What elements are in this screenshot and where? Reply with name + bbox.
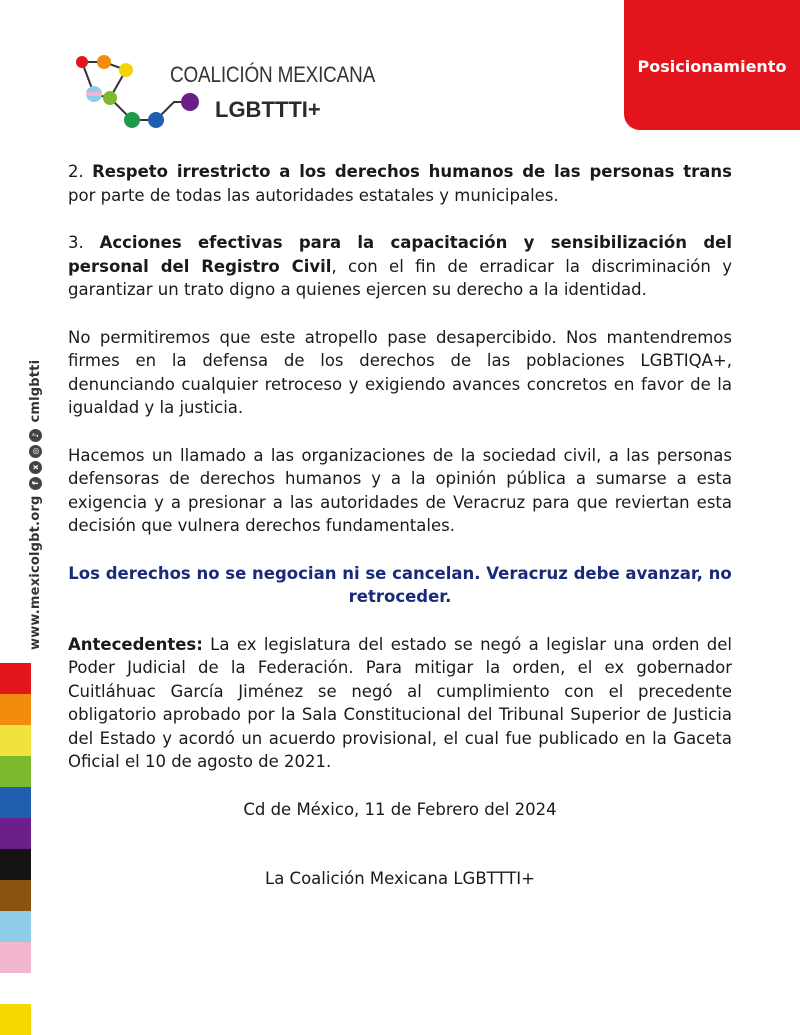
rainbow-stripe (0, 818, 31, 849)
document-body (68, 160, 732, 915)
org-name-line2: LGBTTTI+ (215, 97, 321, 122)
document-signature: La Coalición Mexicana LGBTTTI+ (265, 869, 535, 888)
org-name-line1: COALICIÓN MEXICANA (170, 62, 376, 87)
rainbow-stripes (0, 663, 31, 1035)
instagram-icon[interactable]: ◎ (29, 445, 42, 458)
rainbow-stripe (0, 756, 31, 787)
org-logo (70, 50, 376, 140)
category-badge (624, 0, 800, 130)
rainbow-stripe (0, 973, 31, 1004)
rainbow-stripe (0, 880, 31, 911)
paragraph-commitment: No permitiremos que este atropello pase desapercibido. Nos mantendremos firmes en la defensa de los derechos de las poblaciones LGBTIQA+, denunciando cualquier retroceso y exigiendo avances concretos en favor de la igualdad y la justicia. (68, 327, 732, 417)
facebook-icon[interactable]: f (29, 477, 42, 490)
x-icon[interactable]: x (29, 461, 42, 474)
rainbow-stripe (0, 787, 31, 818)
rainbow-stripe (0, 1004, 31, 1035)
tiktok-icon[interactable]: ♪ (29, 429, 42, 442)
sidebar-contact (28, 360, 43, 650)
rainbow-stripe (0, 849, 31, 880)
social-handle: cmlgbtti (28, 359, 43, 423)
paragraph-point-3: 3. Acciones efectivas para la capacitación y sensibilización del personal del Registro Civil, con el fin de erradicar la discriminación y garantizar un trato digno a quienes ejercen su derecho a la identidad. (68, 233, 732, 299)
rainbow-stripe (0, 725, 31, 756)
document-date: Cd de México, 11 de Febrero del 2024 (243, 799, 557, 819)
website-link[interactable]: www.mexicolgbt.org (28, 495, 43, 650)
rainbow-stripe (0, 942, 31, 973)
paragraph-point-2: 2. Respeto irrestricto a los derechos humanos de las personas trans por parte de todas las autoridades estatales y municipales. (68, 162, 732, 205)
rainbow-stripe (0, 663, 31, 694)
rainbow-stripe (0, 694, 31, 725)
category-badge-label: Posicionamiento (637, 57, 787, 76)
rainbow-stripe (0, 911, 31, 942)
slogan: Los derechos no se negocian ni se cancelan. Veracruz debe avanzar, no retroceder. (68, 563, 732, 606)
paragraph-antecedentes: Antecedentes: La ex legislatura del estado se negó a legislar una orden del Poder Judicial de la Federación. Para mitigar la orden, el ex gobernador Cuitláhuac García Jiménez se negó al cumplimiento con el precedente obligatorio aprobado por la Sala Constitucional del Tribunal Superior de Justicia del Estado y acordó un acuerdo provisional, el cual fue publicado en la Gaceta Oficial el 10 de agosto de 2021. (68, 634, 732, 771)
paragraph-call-to-action: Hacemos un llamado a las organizaciones de la sociedad civil, a las personas defensoras de derechos humanos y a la opinión pública a sumarse a esta exigencia y a presionar a las autoridades de Veracruz para que reviertan esta decisión que vulnera derechos fundamentales. (68, 445, 732, 535)
